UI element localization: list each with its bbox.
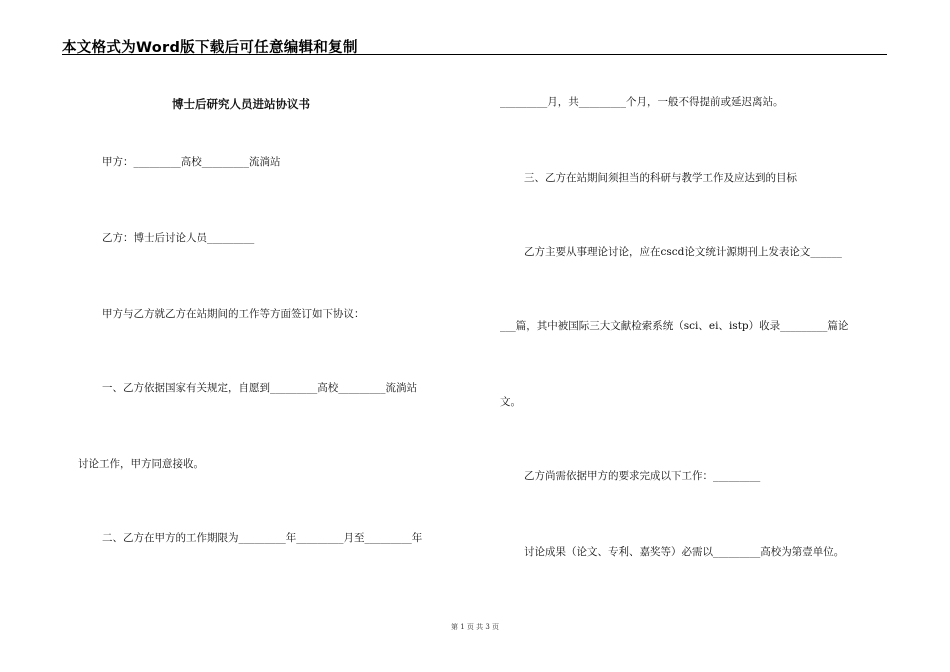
agreement-intro-line: 甲方与乙方就乙方在站期间的工作等方面签订如下协议： (102, 308, 365, 320)
party-a-line: 甲方：_________高校_________流淌站 (102, 156, 281, 168)
page-indicator: 第 1 页 共 3 页 (450, 623, 500, 631)
clause-one-line: 一、乙方依据国家有关规定，自愿到_________高校_________流淌站 (102, 382, 417, 394)
research-output-line: 讨论成果（论文、专利、嘉奖等）必需以_________高校为第壹单位。 (524, 546, 845, 558)
clause-one-continued-line: 讨论工作，甲方同意接收。 (78, 458, 204, 470)
clause-three-line: 三、乙方在站期间须担当的科研与教学工作及应达到的目标 (524, 172, 797, 184)
clause-two-line: 二、乙方在甲方的工作期限为_________年_________月至_________年 (102, 532, 423, 544)
research-requirement-line: 乙方主要从事理论讨论，应在cscd论文统计源期刊上发表论文______ (524, 246, 842, 258)
header-divider (62, 54, 887, 55)
party-b-line: 乙方：博士后讨论人员_________ (102, 232, 255, 244)
research-requirement-continued-line: ___篇，其中被国际三大文献检索系统（sci、ei、istp）收录_________篇论 (500, 320, 849, 332)
document-title: 博士后研究人员进站协议书 (172, 97, 310, 111)
research-requirement-end-line: 文。 (500, 396, 521, 408)
clause-two-continued-line: _________月，共_________个月，一般不得提前或延迟离站。 (500, 96, 784, 108)
additional-work-line: 乙方尚需依据甲方的要求完成以下工作：_________ (524, 470, 761, 482)
header-banner: 本文格式为Word版下载后可任意编辑和复制 (62, 40, 358, 56)
